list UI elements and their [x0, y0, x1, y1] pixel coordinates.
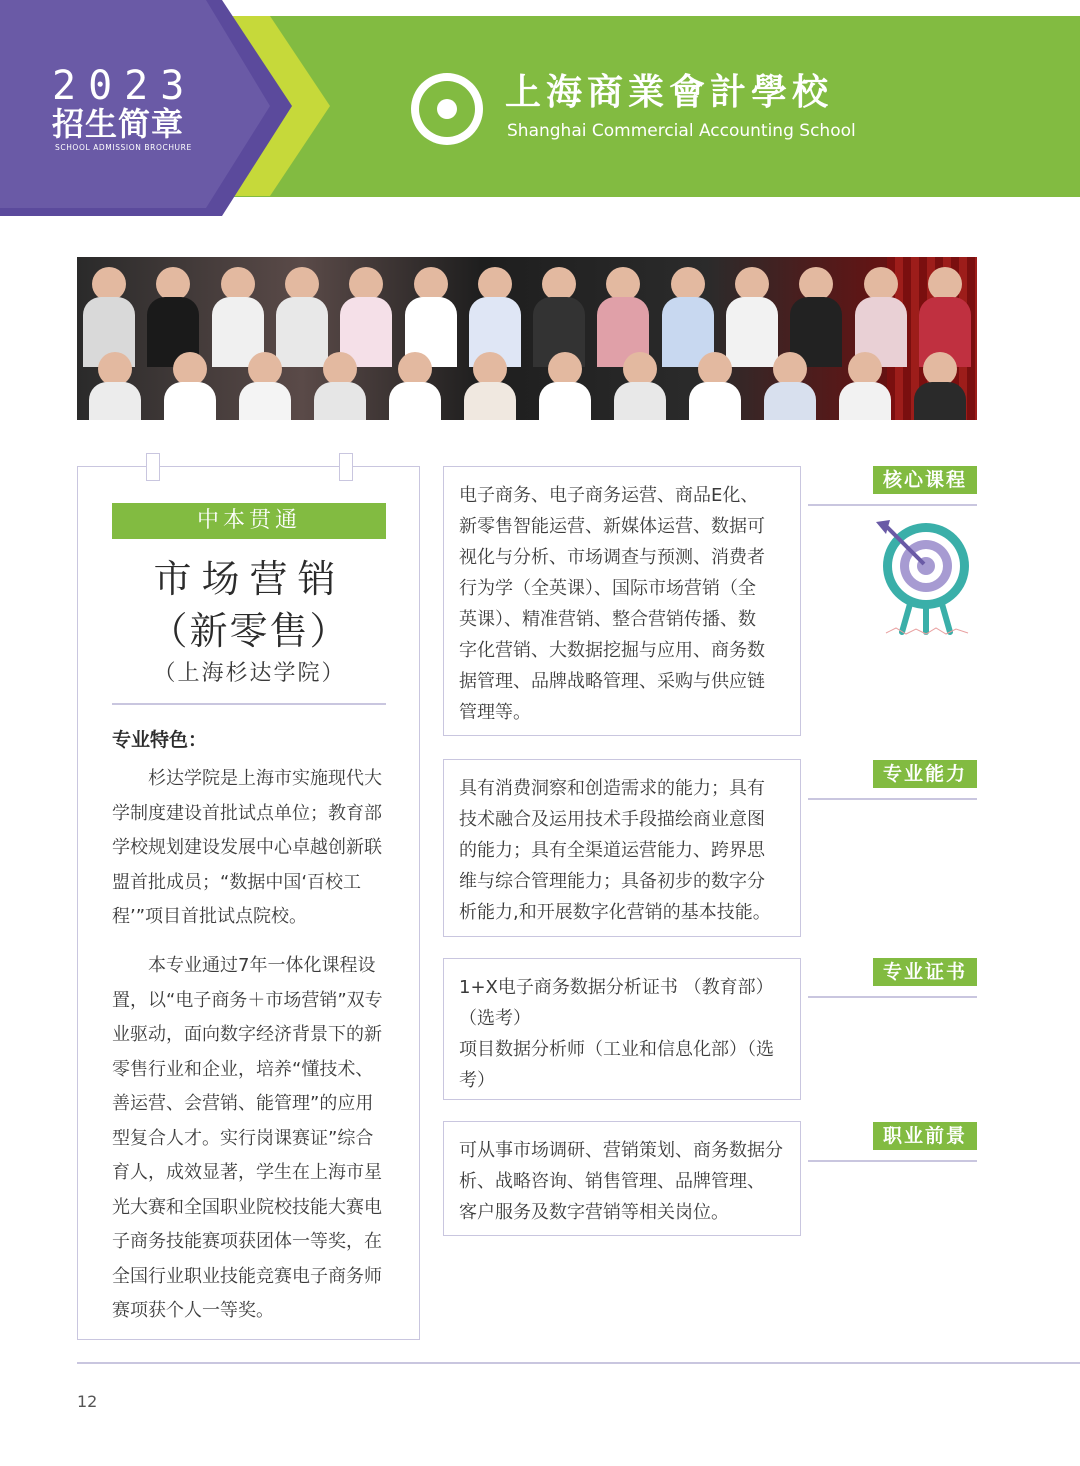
text-line: 电子商务、电子商务运营、商品E化、 [459, 485, 759, 506]
text-line: 的能力；具有全渠道运营能力、跨界思 [459, 840, 765, 861]
program-card [77, 466, 420, 1340]
text-line: 新零售智能运营、新媒体运营、数据可 [459, 516, 765, 537]
brochure-subtitle: SCHOOL ADMISSION BROCHURE [55, 143, 192, 152]
card-clip-left [146, 453, 160, 481]
tag-core-courses: 核心课程 [873, 466, 977, 494]
text-line: 1+X电子商务数据分析证书 （教育部） [459, 977, 774, 998]
text-line: （选考） [459, 1008, 531, 1029]
text-line: 维与综合管理能力；具备初步的数字分 [459, 871, 765, 892]
school-logo [411, 73, 483, 145]
group-photo [77, 257, 977, 420]
tag-certificates: 专业证书 [873, 958, 977, 986]
text-line: 析、战略咨询、销售管理、品牌管理、 [459, 1171, 765, 1192]
tag-rule [808, 798, 977, 800]
text-line: 可从事市场调研、营销策划、商务数据分 [459, 1140, 783, 1161]
text-line: 项目数据分析师（工业和信息化部）（选 [459, 1039, 774, 1060]
school-name-cn: 上海商業會計學校 [505, 71, 834, 113]
major-name: 市场营销 [153, 557, 346, 601]
text-line: 英课）、精准营销、整合营销传播、数 [459, 609, 756, 630]
brochure-title: 招生简章 [52, 105, 185, 143]
college-name: （上海杉达学院） [153, 661, 346, 686]
core-courses-box [443, 466, 801, 736]
text-line: 视化与分析、市场调查与预测、消费者 [459, 547, 765, 568]
text-line: 行为学（全英课）、国际市场营销（全 [459, 578, 756, 599]
text-line: 客户服务及数字营销等相关岗位。 [459, 1202, 729, 1223]
tag-rule [808, 1160, 977, 1162]
text-line: 据管理、品牌战略管理、采购与供应链 [459, 671, 765, 692]
card-divider [112, 703, 386, 705]
career-box [443, 1121, 801, 1236]
text-line: 管理等。 [459, 702, 531, 723]
text-line: 具有消费洞察和创造需求的能力；具有 [459, 778, 765, 799]
text-line: 考） [459, 1070, 495, 1091]
page-number: 12 [77, 1392, 98, 1411]
text-line: 技术融合及运用技术手段描绘商业意图 [459, 809, 765, 830]
features-paragraph-2: 本专业通过7年一体化课程设置，以“电子商务＋市场营销”双专业驱动，面向数字经济背景下的新零售行业和企业，培养“懂技术、善运营、会营销、能管理”的应用型复合人才。实行岗课赛证”综合育人，成效显著，学生在上海市星光大赛和全国职业院校技能大赛电子商务技能赛项获团体一等奖，在全国行业职业技能竞赛电子商务师赛项获个人一等奖。 [112, 955, 383, 1321]
program-type-label: 中本贯通 [112, 503, 386, 539]
abilities-box [443, 759, 801, 937]
card-clip-right [339, 453, 353, 481]
footer-divider [77, 1362, 1080, 1364]
school-name-en: Shanghai Commercial Accounting School [507, 121, 856, 141]
year-label: 2023 [52, 63, 197, 109]
target-arrow-icon [876, 520, 976, 640]
tag-rule [808, 996, 977, 998]
major-subname: （新零售） [149, 609, 350, 653]
tag-career: 职业前景 [873, 1122, 977, 1150]
features-paragraph-1: 杉达学院是上海市实施现代大学制度建设首批试点单位；教育部学校规划建设发展中心卓越创新联盟首批成员；“数据中国‘百校工程’”项目首批试点院校。 [112, 768, 382, 927]
text-line: 析能力,和开展数字化营销的基本技能。 [459, 902, 771, 923]
certificates-box [443, 958, 801, 1100]
features-heading: 专业特色： [112, 729, 208, 751]
tag-abilities: 专业能力 [873, 760, 977, 788]
text-line: 字化营销、大数据挖掘与应用、商务数 [459, 640, 765, 661]
tag-rule [808, 504, 977, 506]
